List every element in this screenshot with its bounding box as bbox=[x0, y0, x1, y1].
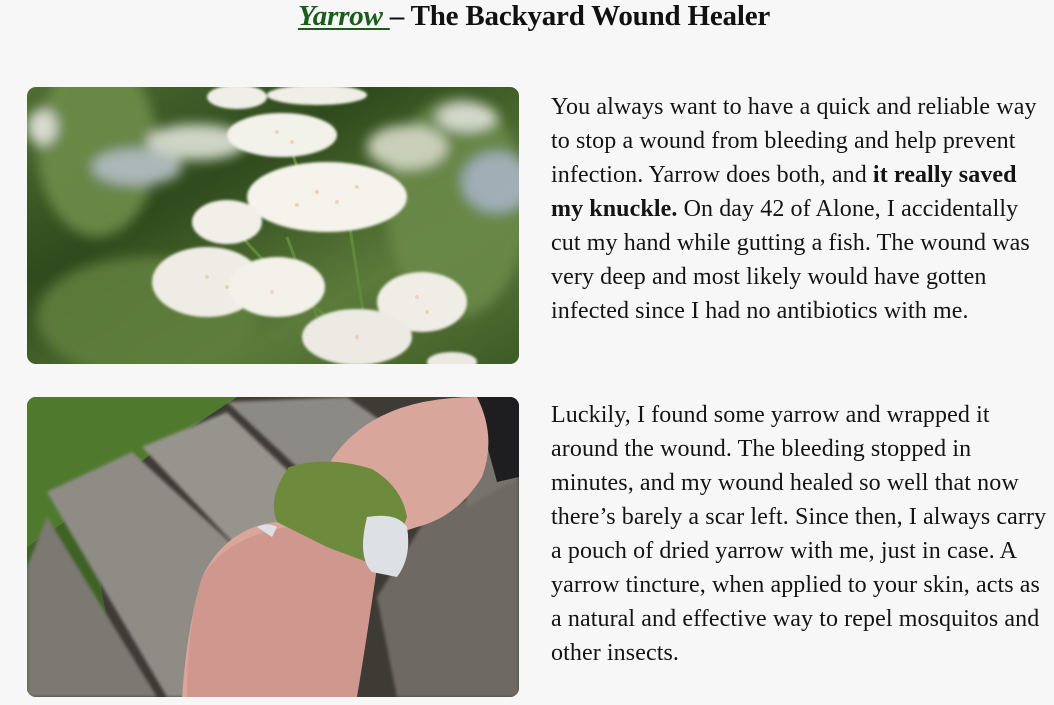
emphasis-text: it really saved my knuckle. bbox=[551, 162, 1017, 222]
heading-text: – The Backyard Wound Healer bbox=[389, 0, 771, 32]
paragraph-2: Luckily, I found some yarrow and wrapped it around the wound. The bleeding stopped in minutes, and my wound healed so well that now there’s barely a scar left. Since then, I always carry a pouch of dried yarrow with me, just in case. A yarrow tincture, when applied to your skin, acts as a natural and effective way to repel mosquitos and other insects. bbox=[551, 402, 1047, 666]
section-heading bbox=[0, 0, 1054, 32]
paragraph-1-text-a: You always want to have a quick and reliable way to stop a wound from bleeding and help prevent infection. Yarrow does both, and bbox=[551, 94, 1037, 188]
paragraph-1 bbox=[551, 90, 1051, 328]
yarrow-flowers-photo bbox=[27, 87, 519, 364]
yarrow-link[interactable]: Yarrow bbox=[297, 0, 390, 32]
paragraph-1-text-b: On day 42 of Alone, I accidentally cut my hand while gutting a fish. The wound was very deep and most likely would have gotten infected since I had no antibiotics with me. bbox=[551, 196, 1030, 324]
yarrow-wrapped-wrist-photo bbox=[27, 397, 519, 697]
